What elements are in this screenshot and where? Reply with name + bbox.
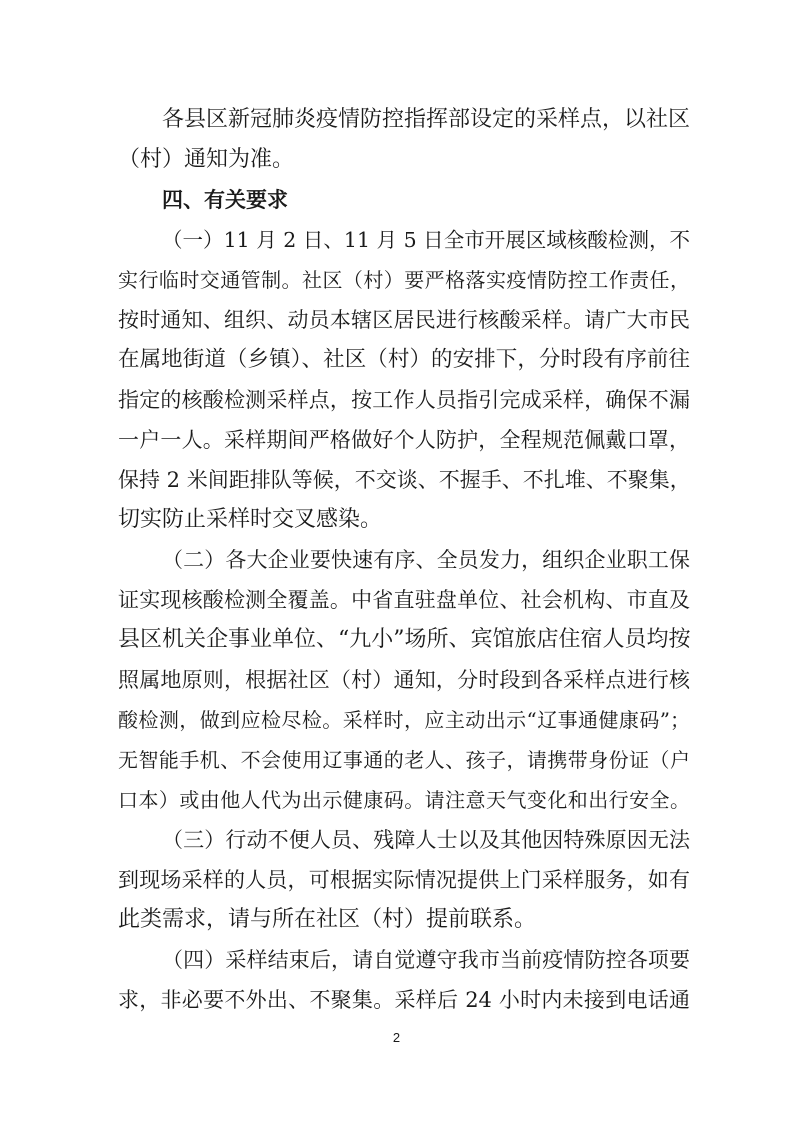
- paragraph-line: 口本）或由他人代为出示健康码。请注意天气变化和出行安全。: [118, 788, 690, 812]
- paragraph-line: 指定的核酸检测采样点，按工作人员指引完成采样，确保不漏: [118, 388, 690, 412]
- paragraph-line: 证实现核酸检测全覆盖。中省直驻盘单位、社会机构、市直及: [118, 588, 690, 612]
- paragraph-line: 切实防止采样时交叉感染。: [118, 507, 383, 532]
- paragraph-line: 按时通知、组织、动员本辖区居民进行核酸采样。请广大市民: [118, 308, 690, 332]
- paragraph-line: （村）通知为准。: [118, 147, 295, 172]
- section-heading: 四、有关要求: [162, 188, 288, 212]
- paragraph-line: 县区机关企事业单位、“九小”场所、宾馆旅店住宿人员均按: [118, 627, 691, 652]
- document-body: [118, 100, 690, 1020]
- paragraph-line: 无智能手机、不会使用辽事通的老人、孩子，请携带身份证（户: [118, 748, 690, 772]
- paragraph-line: （四）采样结束后，请自觉遵守我市当前疫情防控各项要: [162, 948, 690, 972]
- paragraph-line: 求，非必要不外出、不聚集。采样后 24 小时内未接到电话通: [118, 988, 690, 1012]
- paragraph-line: 此类需求，请与所在社区（村）提前联系。: [118, 907, 537, 932]
- paragraph-line: 酸检测，做到应检尽检。采样时，应主动出示“辽事通健康码”；: [118, 708, 690, 732]
- page-number: 2: [392, 1030, 401, 1045]
- paragraph-line: 各县区新冠肺炎疫情防控指挥部设定的采样点，以社区: [162, 107, 691, 132]
- paragraph-line: 保持 2 米间距排队等候，不交谈、不握手、不扎堆、不聚集，: [118, 468, 691, 492]
- paragraph-line: 在属地街道（乡镇）、社区（村）的安排下，分时段有序前往: [118, 347, 690, 372]
- paragraph-line: 照属地原则，根据社区（村）通知，分时段到各采样点进行核: [118, 668, 690, 692]
- paragraph-line: 实行临时交通管制。社区（村）要严格落实疫情防控工作责任，: [118, 268, 690, 292]
- paragraph-line: （一）11 月 2 日、11 月 5 日全市开展区域核酸检测，不: [162, 228, 690, 252]
- paragraph-line: 到现场采样的人员，可根据实际情况提供上门采样服务，如有: [118, 868, 690, 892]
- paragraph-line: （三）行动不便人员、残障人士以及其他因特殊原因无法: [162, 828, 690, 852]
- paragraph-line: 一户一人。采样期间严格做好个人防护，全程规范佩戴口罩，: [118, 428, 690, 452]
- paragraph-line: （二）各大企业要快速有序、全员发力，组织企业职工保: [162, 548, 690, 572]
